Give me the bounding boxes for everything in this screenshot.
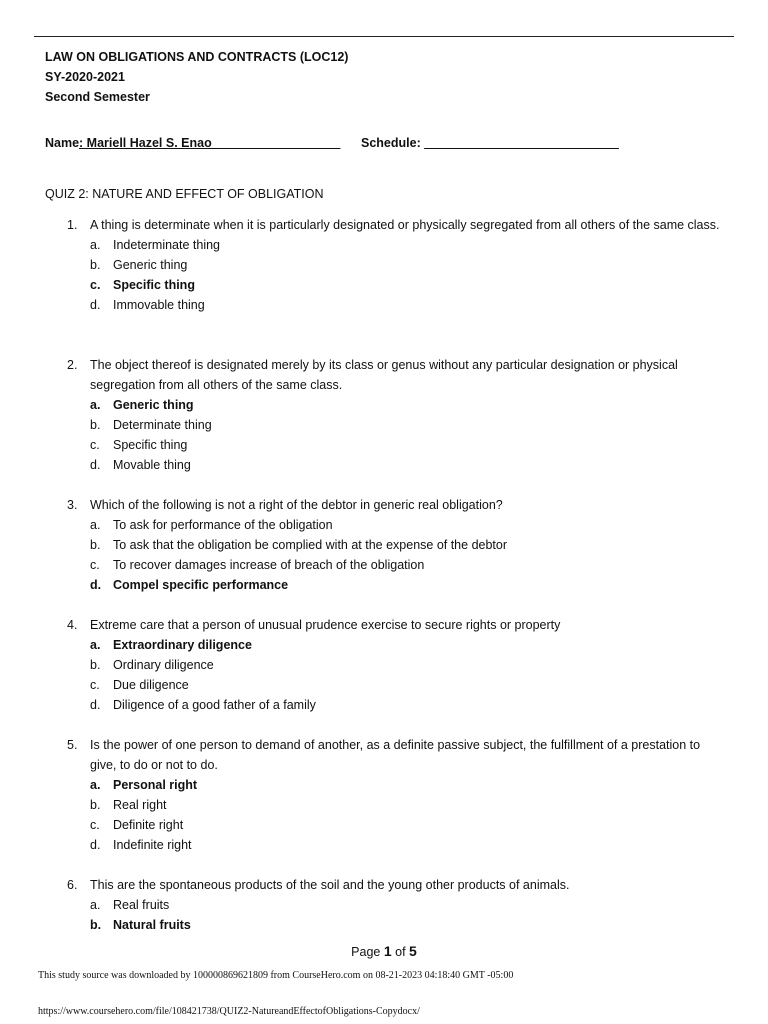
- option-answer: [90, 635, 727, 655]
- question-number: 5.: [67, 738, 78, 752]
- options-list: [90, 895, 727, 935]
- download-notice: This study source was downloaded by 100000869621809 from CourseHero.com on 08-21-2023 04:18:40 GMT -05:00: [38, 970, 514, 981]
- option: [90, 795, 727, 815]
- source-url: https://www.coursehero.com/file/108421738/QUIZ2-NatureandEffectofObligations-Copydocx/: [38, 1006, 420, 1017]
- option: [90, 695, 727, 715]
- option-letter: d.: [90, 838, 101, 852]
- page-number: [0, 941, 768, 962]
- option: [90, 455, 727, 475]
- question-text: Which of the following is not a right of the debtor in generic real obligation?: [90, 498, 503, 512]
- option-answer: [90, 575, 727, 595]
- question-1: [67, 215, 727, 315]
- name-value: : Mariell Hazel S. Enao __________________: [79, 136, 341, 150]
- options-list: [90, 635, 727, 715]
- option-text: Natural fruits: [113, 918, 191, 932]
- page-prefix: Page: [351, 945, 384, 959]
- option: [90, 235, 727, 255]
- option-text: Extraordinary diligence: [113, 638, 252, 652]
- top-rule: [34, 36, 734, 37]
- option: [90, 415, 727, 435]
- question-number: 1.: [67, 218, 78, 232]
- option-letter: a.: [90, 638, 101, 652]
- option-answer: [90, 275, 727, 295]
- option-text: Movable thing: [113, 458, 191, 472]
- option-text: Determinate thing: [113, 418, 212, 432]
- options-list: [90, 775, 727, 855]
- option-letter: b.: [90, 258, 101, 272]
- options-list: [90, 235, 727, 315]
- option-letter: b.: [90, 918, 102, 932]
- option-text: Indeterminate thing: [113, 238, 221, 252]
- option: [90, 675, 727, 695]
- option-letter: b.: [90, 798, 101, 812]
- option-text: Immovable thing: [113, 298, 205, 312]
- option-letter: c.: [90, 818, 100, 832]
- options-list: [90, 515, 727, 595]
- question-number: 2.: [67, 358, 78, 372]
- option: [90, 435, 727, 455]
- question-number: 6.: [67, 878, 78, 892]
- schedule-field: [361, 133, 619, 153]
- option-text: Ordinary diligence: [113, 658, 214, 672]
- option-letter: b.: [90, 418, 101, 432]
- option-text: Specific thing: [113, 438, 188, 452]
- option-text: Specific thing: [113, 278, 195, 292]
- option: [90, 255, 727, 275]
- option: [90, 295, 727, 315]
- option-letter: c.: [90, 438, 100, 452]
- option: [90, 535, 727, 555]
- option-answer: [90, 775, 727, 795]
- question-5: [67, 735, 727, 855]
- option: [90, 655, 727, 675]
- question-3: [67, 495, 727, 595]
- question-text: This are the spontaneous products of the soil and the young other products of animals.: [90, 878, 570, 892]
- question-number: 4.: [67, 618, 78, 632]
- semester: Second Semester: [45, 90, 150, 104]
- option-letter: b.: [90, 658, 101, 672]
- quiz-title: QUIZ 2: NATURE AND EFFECT OF OBLIGATION: [45, 187, 324, 201]
- option: [90, 555, 727, 575]
- option: [90, 895, 727, 915]
- option-letter: a.: [90, 778, 101, 792]
- option-answer: [90, 915, 727, 935]
- option-text: Indefinite right: [113, 838, 192, 852]
- options-list: [90, 395, 727, 475]
- option-letter: d.: [90, 458, 101, 472]
- option-text: To ask that the obligation be complied with at the expense of the debtor: [113, 538, 508, 552]
- option-text: Real right: [113, 798, 167, 812]
- option: [90, 835, 727, 855]
- option-letter: a.: [90, 238, 101, 252]
- option-text: Due diligence: [113, 678, 189, 692]
- option: [90, 515, 727, 535]
- option-letter: c.: [90, 278, 101, 292]
- option-letter: a.: [90, 898, 101, 912]
- option-text: Generic thing: [113, 258, 188, 272]
- schedule-value: ____________________________: [424, 136, 619, 150]
- option-text: Generic thing: [113, 398, 194, 412]
- question-text: A thing is determinate when it is particularly designated or physically segregated from all others of the same class.: [90, 218, 720, 232]
- option-letter: b.: [90, 538, 101, 552]
- student-info-row: [45, 133, 745, 153]
- option-text: Real fruits: [113, 898, 170, 912]
- option-text: Compel specific performance: [113, 578, 289, 592]
- schedule-label: Schedule:: [361, 136, 425, 150]
- question-4: [67, 615, 727, 715]
- page-total: 5: [409, 943, 417, 959]
- question-number: 3.: [67, 498, 78, 512]
- option-letter: d.: [90, 298, 101, 312]
- option-text: To recover damages increase of breach of the obligation: [113, 558, 425, 572]
- question-6: [67, 875, 727, 935]
- course-title: LAW ON OBLIGATIONS AND CONTRACTS (LOC12): [45, 50, 349, 64]
- name-label: Name: [45, 136, 80, 150]
- question-2: [67, 355, 727, 475]
- option-letter: a.: [90, 518, 101, 532]
- option-letter: d.: [90, 698, 101, 712]
- page-of: of: [391, 945, 410, 959]
- option-text: Definite right: [113, 818, 184, 832]
- option-letter: d.: [90, 578, 102, 592]
- question-text: Is the power of one person to demand of another, as a definite passive subject, the fulfillment of a prestation to give, to do or not to do.: [90, 738, 701, 772]
- option: [90, 815, 727, 835]
- school-year: SY-2020-2021: [45, 70, 125, 84]
- question-text: The object thereof is designated merely by its class or genus without any particular designation or physical segregation from all others of the same class.: [90, 358, 678, 392]
- option-answer: [90, 395, 727, 415]
- option-letter: a.: [90, 398, 101, 412]
- page-current: 1: [383, 943, 392, 959]
- option-letter: c.: [90, 558, 100, 572]
- question-text: Extreme care that a person of unusual prudence exercise to secure rights or property: [90, 618, 561, 632]
- option-text: Personal right: [113, 778, 198, 792]
- option-text: To ask for performance of the obligation: [113, 518, 333, 532]
- document-header: [45, 47, 348, 107]
- option-letter: c.: [90, 678, 100, 692]
- option-text: Diligence of a good father of a family: [113, 698, 316, 712]
